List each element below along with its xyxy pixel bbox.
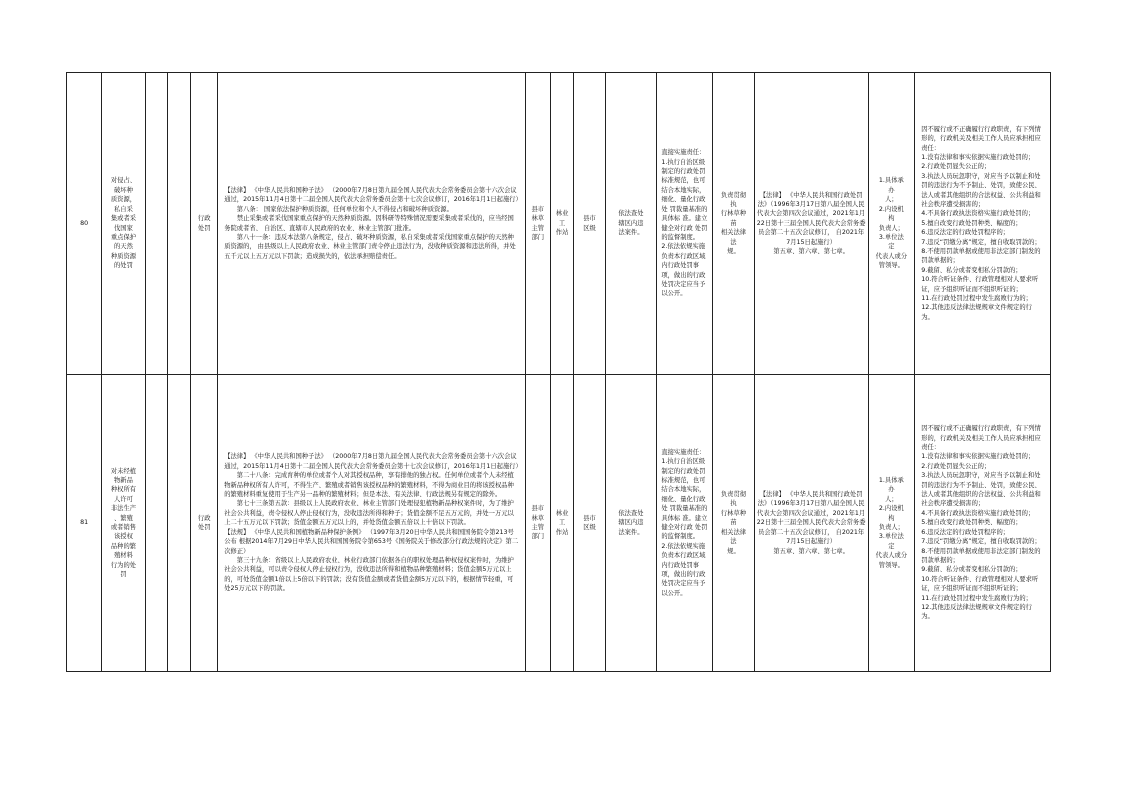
responsibility-cell bbox=[657, 375, 713, 672]
legal-basis-para: 【法规】 《中华人民共和国植物新品种保护条例》 （1997年3月20日中华人民共和国国务院令第213号公布 根据2014年7月29日中华人民共和国国务院令第653号《国务院关于修改部分行政法规的决定》第二次修正） bbox=[224, 528, 519, 555]
accountability-item: 5.擅自改变行政处罚种类、幅度的； bbox=[921, 519, 1022, 527]
blank-cell bbox=[145, 73, 168, 375]
accountability-item: 1.没有法律和事实依据实施行政处罚的； bbox=[921, 453, 1035, 461]
accountability-item: 9.截留、私分或者变相私分罚款的； bbox=[921, 266, 1022, 274]
duty-cell: 负责贯彻 执 行林草种 苗 相关法律 法 规。 bbox=[713, 375, 754, 672]
legal-basis-para: 【法律】 《中华人民共和国种子法》 （2000年7月8日第九届全国人民代表大会常务委员会第十六次会议通过，2015年11月4日第十二届全国人民代表大会常务委员会第十七次会议修订，2016年1月1日起施行） bbox=[224, 186, 522, 204]
responsibility-text: 直接实施责任： 1.执行自治区级制定的行政处罚标准规范，也可结合本地实际，细化、量化行政处 罚裁量基准的具体标 准。建立健全对行政 处罚的监督制度。 2.依法依规实施负责本行政区域内行政处罚事项，做出的行政处罚决定应当予以公开。 bbox=[661, 448, 708, 597]
accountability-item: 6.违反法定的行政处罚程序的； bbox=[921, 229, 1010, 237]
accountability-cell bbox=[915, 73, 1051, 375]
accountability-item: 8.不使用罚款单据或使用非法定部门制发的罚款单据的； bbox=[921, 547, 1041, 564]
accountability-basis-text: 【法律】 《中华人民共和国行政处罚法》（1996年3月17日第八届全国人民代表大会第四次会议通过，2021年1月22日第十三届全国人民代表大会常务委员会第二十五次会议修订， 自2021年7月15日起施行） 第五章、第六章、第七章。 bbox=[756, 491, 866, 555]
seq-cell: 81 bbox=[67, 375, 102, 672]
accountability-item: 10.符合听证条件、行政管理相对人要求听证，应予组织听证而不组织听证的； bbox=[921, 575, 1039, 593]
unit-cell: 林业 工 作站 bbox=[550, 375, 574, 672]
accountability-item: 因不履行或不正确履行行政职责，有下列情形的，行政机关及相关工作人员应承担相应责任： bbox=[921, 425, 1041, 452]
legal-basis-para: 第七十三条第五款：县级以上人民政府农业、林业主管部门处理侵犯植物新品种权案件时，为了维护社会公共利益，责令侵权人停止侵权行为，没收违法所得和种子；货值金额不足五万元的，并处一万元以上二十五万元以下罚款；货值金额五万元以上的，并处货值金额五倍以上十倍以下罚款。 bbox=[224, 500, 514, 527]
scope-cell: 依法查处 辖区内违 法案件。 bbox=[605, 375, 657, 672]
accountability-basis-cell bbox=[754, 73, 868, 375]
level-cell: 县市 区级 bbox=[574, 375, 605, 672]
item-name-cell: 对未经植 物新品 种权所有 人许可 非法生产 、繁殖 或者销售 该授权 品种的繁 殖材料 行为的处 罚 bbox=[102, 375, 146, 672]
accountability-item: 2.行政处罚显失公正的； bbox=[921, 163, 991, 171]
responsibility-cell bbox=[657, 73, 713, 375]
table-row bbox=[67, 375, 1051, 672]
seq-cell: 80 bbox=[67, 73, 102, 375]
accountability-item: 11.在行政处罚过程中发生腐败行为的； bbox=[921, 594, 1032, 602]
department-cell: 县市 林草 主管 部门 bbox=[525, 73, 550, 375]
accountability-cell bbox=[915, 375, 1051, 672]
accountability-item: 9.截留、私分或者变相私分罚款的； bbox=[921, 566, 1022, 574]
accountability-item: 3.执法人员玩忽职守，对应当予以制止和处罚的违法行为不予制止、处罚，致使公民、法人或者其他组织的合法权益、公共利益和社会秩序遭受损害的； bbox=[921, 472, 1041, 508]
power-list-table bbox=[66, 72, 1051, 672]
accountability-item: 5.擅自改变行政处罚种类、幅度的； bbox=[921, 219, 1022, 227]
unit-cell: 林业 工 作站 bbox=[550, 73, 574, 375]
legal-basis-para: 禁止采集或者采伐国家重点保护的天然种质资源。因科研等特殊情况需要采集或者采伐的，应当经国务院或者省、 自治区、直辖市人民政府的农业、林业主管部门批准。 bbox=[224, 215, 514, 232]
accountability-item: 1.没有法律和事实依据实施行政处罚的； bbox=[921, 153, 1035, 161]
accountability-basis-cell bbox=[754, 375, 868, 672]
legal-basis-para: 第三十九条：省级以上人民政府农业、林业行政部门依据各自的职权处理品种权侵权案件时，为维护社会公共利益，可以责令侵权人停止侵权行为，没收违法所得和植物品种繁殖材料；货值金额5万元以上的，可处货值金额1倍以上5倍以下的罚款；没有货值金额或者货值金额5万元以下的，根据情节轻重，可处25万元以下的罚款。 bbox=[224, 556, 514, 593]
accountability-item: 7.违反“罚缴分离”规定，擅自收取罚款的； bbox=[921, 238, 1041, 246]
legal-basis-para: 第二十八条：完成育种的单位或者个人对其授权品种，享有排他的独占权。任何单位或者个人未经植物新品种权所有人许可，不得生产、繁殖或者销售该授权品种的繁殖材料，不得为商业目的将该授权品种的繁殖材料重复使用于生产另一品种的繁殖材料；但是本法、有关法律、行政法规另有规定的除外。 bbox=[224, 472, 514, 499]
accountability-item: 2.行政处罚显失公正的； bbox=[921, 462, 991, 470]
legal-basis-cell bbox=[218, 375, 526, 672]
category-cell: 行政 处罚 bbox=[191, 73, 218, 375]
blank-cell bbox=[145, 375, 168, 672]
legal-basis-para: 【法律】 《中华人民共和国种子法》 （2000年7月8日第九届全国人民代表大会常务委员会第十六次会议通过，2015年11月4日第十二届全国人民代表大会常务委员会第十七次会议修订，2016年1月1日起施行） bbox=[224, 453, 522, 470]
blank-cell bbox=[168, 375, 191, 672]
accountability-item: 12.其他违反法律法规规章文件规定的行为。 bbox=[921, 603, 1032, 621]
accountability-item: 11.在行政处罚过程中发生腐败行为的； bbox=[921, 295, 1032, 303]
blank-cell bbox=[168, 73, 191, 375]
accountability-item: 12.其他违反法律法规规章文件规定的行为。 bbox=[921, 304, 1032, 321]
accountability-item: 7.违反“罚缴分离”规定，擅自收取罚款的； bbox=[921, 538, 1041, 546]
department-cell: 县市 林草 主管 部门 bbox=[525, 375, 550, 672]
item-name-cell: 对侵占、 破坏种 质资源， 私自采 集或者采 伐国家 重点保护 的天然 种质资源 的处罚 bbox=[102, 73, 146, 375]
scope-cell: 依法查处 辖区内违 法案件。 bbox=[605, 73, 657, 375]
accountability-item: 4.不具备行政执法资格实施行政处罚的； bbox=[921, 210, 1035, 218]
accountability-item: 4.不具备行政执法资格实施行政处罚的； bbox=[921, 509, 1035, 517]
category-cell: 行政 处罚 bbox=[191, 375, 218, 672]
responsibility-text: 直接实施责任： 1.执行自治区级制定的行政处罚标准规范，也可结合本地实际，细化、量化行政处 罚裁量基准的具体标 准。建立健全对行政 处罚的监督制度。 2.依法依规实施负责本行政区域内行政处罚事项，做出的行政处罚决定应当予以公开。 bbox=[661, 149, 708, 298]
accountability-item: 8.不使用罚款单据或使用非法定部门制发的罚款单据的； bbox=[921, 248, 1041, 265]
accountability-basis-text: 【法律】 《中华人民共和国行政处罚法》（1996年3月17日第八届全国人民代表大会第四次会议通过，2021年1月22日第十三届全国人民代表大会常务委员会第二十五次会议修订， 自2021年7月15日起施行） 第五章、第六章、第七章。 bbox=[756, 191, 866, 256]
duty-cell: 负责贯彻 执 行林草种 苗 相关法律 法 规。 bbox=[713, 73, 754, 375]
legal-basis-cell bbox=[218, 73, 526, 375]
level-cell: 县市 区级 bbox=[574, 73, 605, 375]
legal-basis-para: 第八十一条：违反本法第八条规定，侵占、破坏种质资源，私自采集或者采伐国家重点保护的天然种质资源的， 由县级以上人民政府农业、林业主管部门责令停止违法行为，没收种质资源和违法所得，并处五千元以上五万元以下罚款；造成损失的，依法承担赔偿责任。 bbox=[224, 233, 516, 260]
accountability-item: 因不履行或不正确履行行政职责，有下列情形的，行政机关及相关工作人员应承担相应责任： bbox=[921, 125, 1041, 152]
table-row bbox=[67, 73, 1051, 375]
subject-cell: 1.具体承 办 人； 2.内设机 构 负责人； 3.单位法 定 代表人或分 管领导。 bbox=[868, 73, 915, 375]
accountability-item: 3.执法人员玩忽职守，对应当予以制止和处罚的违法行为不予制止、处罚，致使公民、法人或者其他组织的合法权益、公共利益和社会秩序遭受损害的； bbox=[921, 172, 1041, 208]
legal-basis-para: 第八条： 国家依法保护种质资源，任何单位和个人不得侵占和破坏种质资源。 bbox=[236, 205, 453, 213]
accountability-item: 6.违反法定的行政处罚程序的； bbox=[921, 528, 1010, 536]
subject-cell: 1.具体承 办 人； 2.内设机 构 负责人； 3.单位法 定 代表人或分 管领导。 bbox=[868, 375, 915, 672]
accountability-item: 10.符合听证条件、行政管理相对人要求听证，应予组织听证而不组织听证的； bbox=[921, 276, 1039, 293]
